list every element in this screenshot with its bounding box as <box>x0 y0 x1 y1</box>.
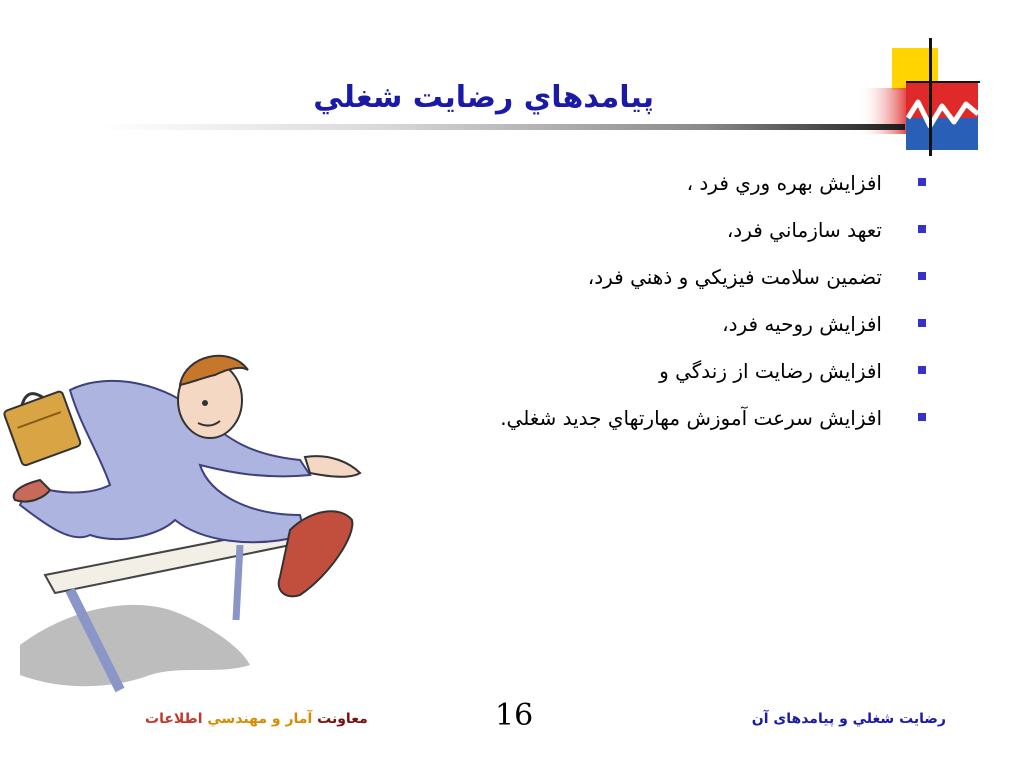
bullet-square-icon <box>918 225 926 233</box>
list-item-text: تعهد سازماني فرد، <box>726 218 882 242</box>
bullet-list <box>472 165 902 447</box>
list-item-text: تضمين سلامت فيزيكي و ذهني فرد، <box>587 265 882 289</box>
list-item-text: افزايش رضايت از زندگي و <box>659 359 882 383</box>
list-item <box>472 212 902 248</box>
list-item <box>472 165 902 201</box>
footer-org-word-1: معاونت <box>317 711 368 727</box>
list-item-text: افزايش سرعت آموزش مهارتهاي جديد شغلي. <box>500 406 882 430</box>
organization-logo-icon <box>858 38 980 160</box>
list-item <box>472 400 902 436</box>
list-item <box>472 259 902 295</box>
bullet-square-icon <box>918 272 926 280</box>
running-businessman-clipart <box>0 345 370 710</box>
bullet-square-icon <box>918 413 926 421</box>
footer-topic: رضايت شغلي و پيامدهای آن <box>751 711 946 727</box>
footer-organization <box>145 711 368 727</box>
footer-org-word-3: اطلاعات <box>145 711 203 727</box>
footer-org-word-2: آمار و مهندسي <box>207 711 313 727</box>
list-item <box>472 306 902 342</box>
list-item-text: افزايش بهره وري فرد ، <box>686 171 882 195</box>
bullet-square-icon <box>918 319 926 327</box>
bullet-square-icon <box>918 178 926 186</box>
bullet-square-icon <box>918 366 926 374</box>
title-divider <box>100 124 905 130</box>
page-number: 16 <box>495 698 534 733</box>
page-title: پيامدهاي رضايت شغلي <box>313 80 654 115</box>
list-item-text: افزايش روحيه فرد، <box>722 312 882 336</box>
list-item <box>472 353 902 389</box>
